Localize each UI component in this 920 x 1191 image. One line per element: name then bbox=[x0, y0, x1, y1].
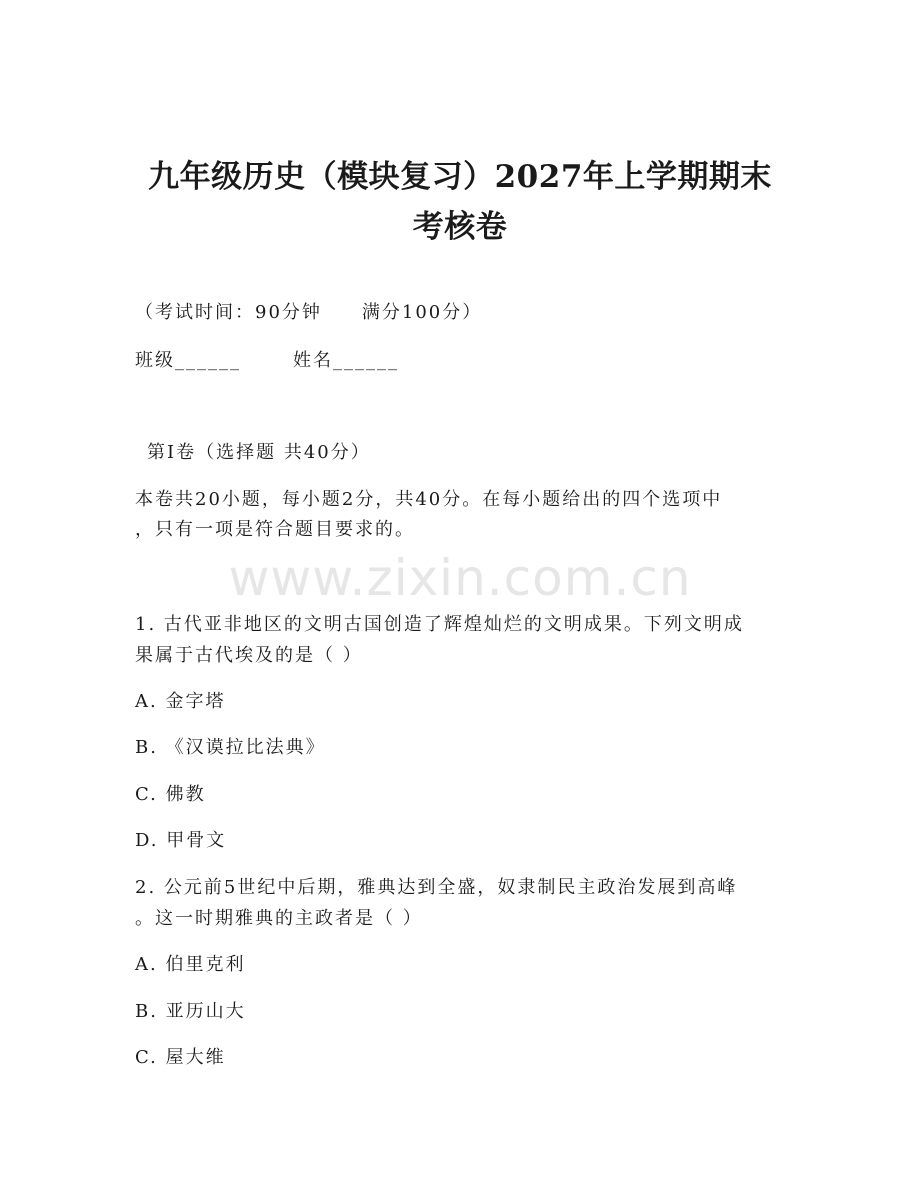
question-1-option-c: C. 佛教 bbox=[135, 784, 206, 805]
watermark: www.zixin.com.cn bbox=[228, 549, 692, 607]
question-1-stem-line-1: 1. 古代亚非地区的文明古国创造了辉煌灿烂的文明成果。下列文明成 bbox=[135, 614, 744, 635]
exam-info bbox=[135, 304, 482, 322]
question-2-stem-line-1: 2. 公元前5世纪中后期，雅典达到全盛，奴隶制民主政治发展到高峰 bbox=[135, 877, 738, 898]
question-2-option-a: A. 伯里克利 bbox=[135, 954, 246, 975]
question-1-option-a: A. 金字塔 bbox=[135, 691, 226, 712]
exam-title-line-1: 九年级历史（模块复习）2027年上学期期末 bbox=[148, 159, 772, 195]
exam-title-line-2: 考核卷 bbox=[412, 209, 508, 245]
section-heading: 第Ⅰ卷（选择题 共40分） bbox=[147, 442, 371, 463]
exam-full-score: 满分100分） bbox=[361, 302, 483, 323]
question-1-stem-line-2: 果属于古代埃及的是（ ） bbox=[135, 645, 363, 666]
name-field: 姓名______ bbox=[293, 350, 399, 371]
question-2-stem-line-2: 。这一时期雅典的主政者是（ ） bbox=[135, 908, 423, 929]
question-2-option-c: C. 屋大维 bbox=[135, 1047, 226, 1068]
question-2-option-b: B. 亚历山大 bbox=[135, 1001, 246, 1022]
question-1-option-b: B. 《汉谟拉比法典》 bbox=[135, 737, 326, 758]
section-instruction-line-2: ，只有一项是符合题目要求的。 bbox=[135, 519, 415, 540]
question-1-option-d: D. 甲骨文 bbox=[135, 830, 227, 851]
class-field: 班级______ bbox=[135, 350, 241, 371]
student-fields bbox=[135, 352, 399, 370]
exam-time: （考试时间：90分钟 bbox=[135, 302, 322, 323]
section-instruction-line-1: 本卷共20小题，每小题2分，共40分。在每小题给出的四个选项中 bbox=[135, 489, 723, 510]
